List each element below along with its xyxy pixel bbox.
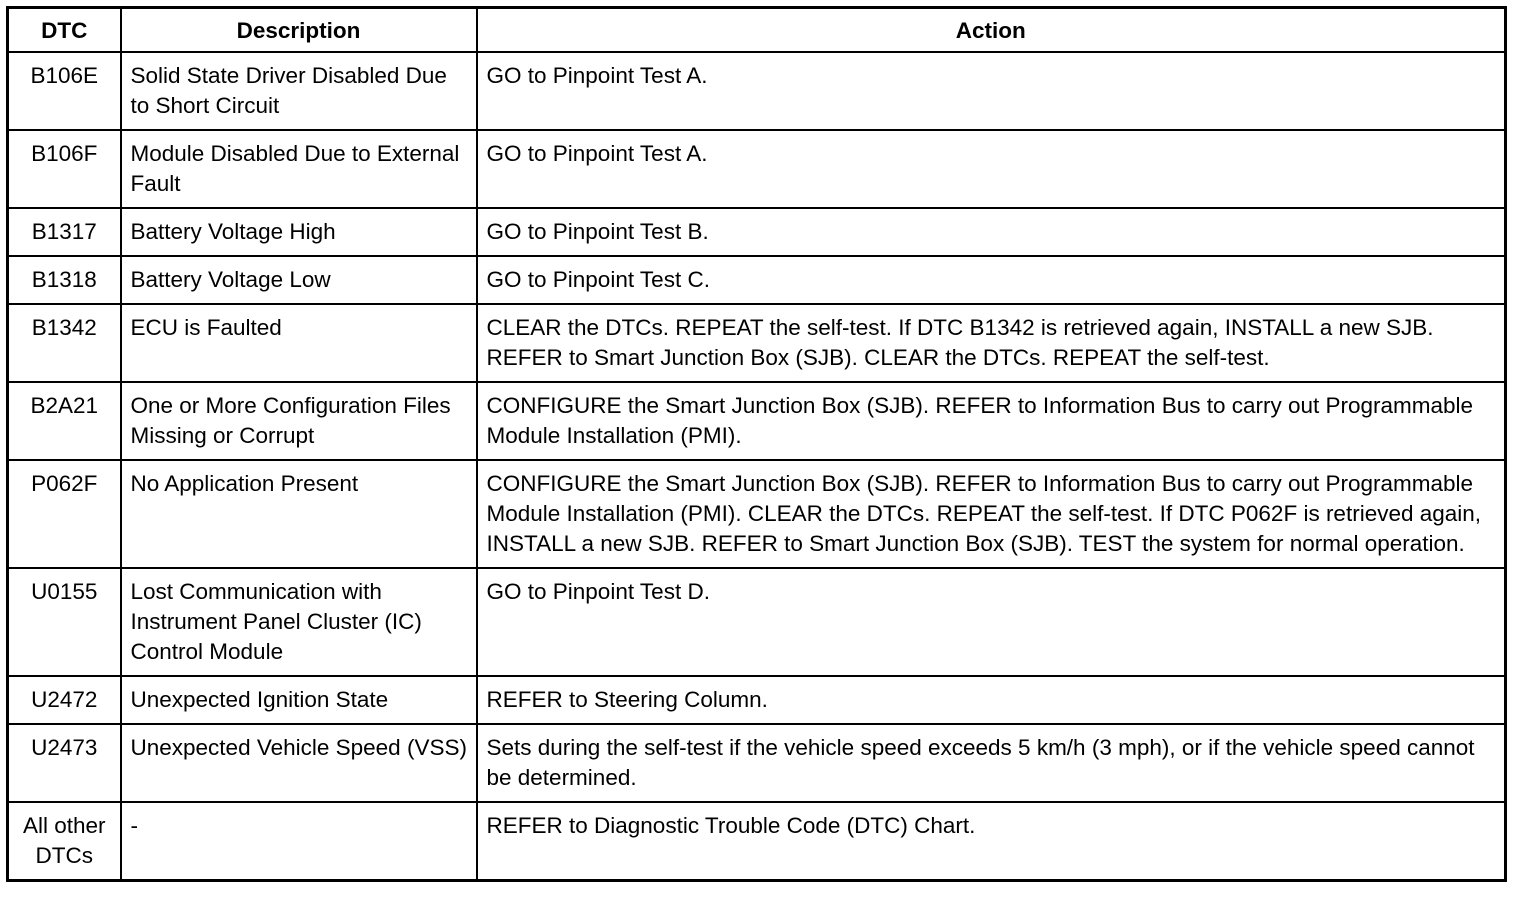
dtc-description: ECU is Faulted — [121, 304, 477, 382]
dtc-code: U2473 — [8, 724, 121, 802]
dtc-description: One or More Configuration Files Missing or Corrupt — [121, 382, 477, 460]
dtc-description: No Application Present — [121, 460, 477, 568]
dtc-description: Battery Voltage High — [121, 208, 477, 256]
dtc-code: B106E — [8, 52, 121, 130]
dtc-code: U2472 — [8, 676, 121, 724]
dtc-code: B1318 — [8, 256, 121, 304]
table-row — [8, 460, 1506, 568]
dtc-action: GO to Pinpoint Test C. — [477, 256, 1506, 304]
dtc-table — [6, 6, 1507, 882]
dtc-description: Battery Voltage Low — [121, 256, 477, 304]
dtc-action: GO to Pinpoint Test B. — [477, 208, 1506, 256]
dtc-code: B1317 — [8, 208, 121, 256]
table-row — [8, 208, 1506, 256]
dtc-description: Lost Communication with Instrument Panel Cluster (IC) Control Module — [121, 568, 477, 676]
dtc-action: REFER to Diagnostic Trouble Code (DTC) Chart. — [477, 802, 1506, 881]
table-header-row — [8, 8, 1506, 53]
dtc-code: U0155 — [8, 568, 121, 676]
dtc-code: B1342 — [8, 304, 121, 382]
header-action: Action — [477, 8, 1506, 53]
dtc-code: B2A21 — [8, 382, 121, 460]
dtc-code: All other DTCs — [8, 802, 121, 881]
table-row — [8, 382, 1506, 460]
dtc-action: CONFIGURE the Smart Junction Box (SJB). REFER to Information Bus to carry out Programmable Module Installation (PMI). CLEAR the DTCs. REPEAT the self-test. If DTC P062F is retrieved again, INSTALL a new SJB. REFER to Smart Junction Box (SJB). TEST the system for normal operation. — [477, 460, 1506, 568]
table-row — [8, 304, 1506, 382]
dtc-description: Unexpected Vehicle Speed (VSS) — [121, 724, 477, 802]
dtc-description: Solid State Driver Disabled Due to Short Circuit — [121, 52, 477, 130]
table-row — [8, 802, 1506, 881]
dtc-action: GO to Pinpoint Test D. — [477, 568, 1506, 676]
dtc-action: Sets during the self-test if the vehicle speed exceeds 5 km/h (3 mph), or if the vehicle speed cannot be determined. — [477, 724, 1506, 802]
dtc-description: Unexpected Ignition State — [121, 676, 477, 724]
dtc-action: CONFIGURE the Smart Junction Box (SJB). REFER to Information Bus to carry out Programmable Module Installation (PMI). — [477, 382, 1506, 460]
dtc-action: GO to Pinpoint Test A. — [477, 130, 1506, 208]
table-row — [8, 568, 1506, 676]
table-row — [8, 256, 1506, 304]
header-description: Description — [121, 8, 477, 53]
table-row — [8, 676, 1506, 724]
dtc-description: Module Disabled Due to External Fault — [121, 130, 477, 208]
dtc-description: - — [121, 802, 477, 881]
dtc-action: REFER to Steering Column. — [477, 676, 1506, 724]
dtc-code: P062F — [8, 460, 121, 568]
table-row — [8, 52, 1506, 130]
table-row — [8, 130, 1506, 208]
dtc-code: B106F — [8, 130, 121, 208]
dtc-action: GO to Pinpoint Test A. — [477, 52, 1506, 130]
table-row — [8, 724, 1506, 802]
dtc-action: CLEAR the DTCs. REPEAT the self-test. If DTC B1342 is retrieved again, INSTALL a new SJB. REFER to Smart Junction Box (SJB). CLEAR the DTCs. REPEAT the self-test. — [477, 304, 1506, 382]
header-dtc: DTC — [8, 8, 121, 53]
